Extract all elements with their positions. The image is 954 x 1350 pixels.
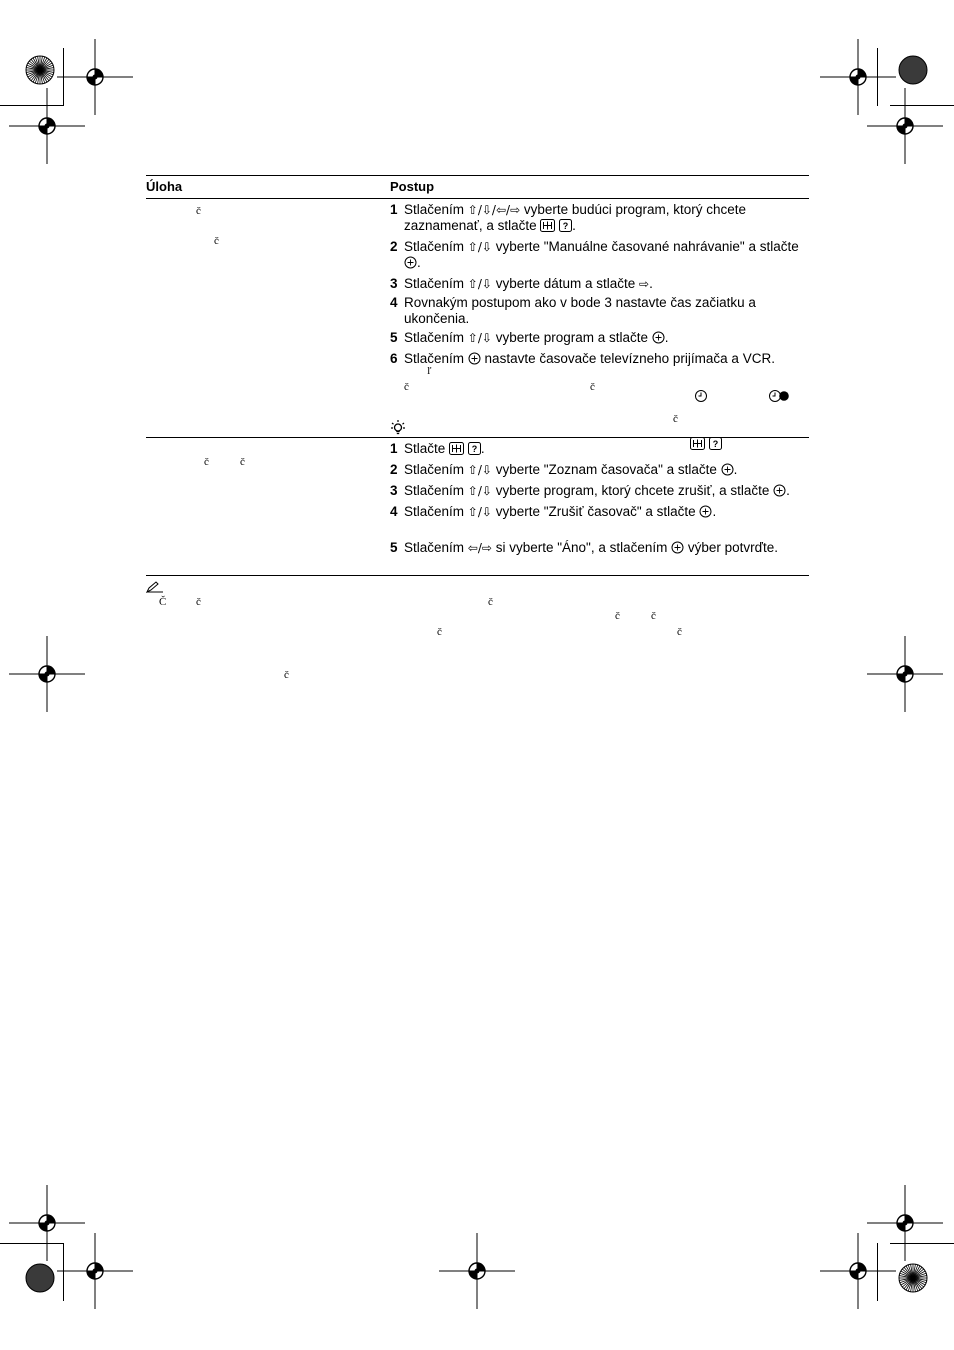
step-text: Stlačením (404, 504, 468, 519)
arrow-keys-icon: ⇧/⇩ (467, 240, 492, 254)
stray-glyph: č (437, 626, 442, 638)
timer-record-icon (768, 389, 790, 408)
crop-line (0, 105, 64, 106)
step-end: . (712, 504, 717, 519)
crop-line (890, 1243, 954, 1244)
stray-glyph: č (240, 456, 245, 468)
step-body (404, 540, 778, 555)
stray-glyph: č (488, 596, 493, 608)
step-text: Stlačením (404, 483, 468, 498)
crosshair-target-icon (55, 1231, 135, 1316)
crop-line (0, 1243, 64, 1244)
help-button-icon (559, 219, 572, 236)
step-number: 5 (390, 540, 398, 555)
stray-glyph: č (214, 235, 219, 247)
step-text: vyberte budúci program, ktorý chcete zaznamenať, a stlačte (404, 202, 747, 233)
starburst-target-icon (898, 1263, 928, 1298)
arrow-keys-icon: ⇧/⇩ (467, 331, 492, 345)
step-text: Stlačením (404, 276, 468, 291)
ok-button-icon (721, 463, 734, 480)
step-text: vyberte program, ktorý chcete zrušiť, a stlačte (495, 483, 770, 498)
arrow-keys-icon: ⇧/⇩ (467, 463, 492, 477)
step-text: výber potvrďte. (687, 540, 778, 555)
step-body (404, 441, 485, 456)
stray-glyph: č (404, 381, 409, 393)
crosshair-target-icon (7, 634, 87, 719)
arrow-keys-icon: ⇧/⇩ (467, 277, 492, 291)
step-number: 4 (390, 504, 398, 519)
section-manual-timer (146, 199, 809, 449)
step-number: 5 (390, 330, 398, 345)
step-number: 3 (390, 276, 398, 291)
step-text: vyberte dátum a stlačte (495, 276, 636, 291)
crop-line (890, 105, 954, 106)
step-body (404, 276, 653, 291)
starburst-target-icon (25, 55, 55, 90)
svg-text:?: ? (562, 221, 569, 231)
ok-button-icon (652, 331, 665, 348)
step-text: vyberte "Zoznam časovača" a stlačte (495, 462, 717, 477)
header-procedure: Postup (390, 179, 435, 194)
step-item (390, 441, 809, 459)
step-text: vyberte "Manuálne časované nahrávanie" a stlačte (495, 239, 799, 254)
step-end: . (572, 218, 576, 233)
arrow-keys-icon: ⇦/⇨ (467, 541, 492, 555)
arrow-keys-icon: ⇧/⇩/⇦/⇨ (467, 203, 521, 217)
step-body (404, 202, 746, 233)
crosshair-target-icon (437, 1231, 517, 1316)
step-item (390, 202, 809, 236)
steps-list (390, 438, 809, 558)
step-end: . (664, 330, 669, 345)
stray-glyph: č (284, 669, 289, 681)
step-text: Stlačte (404, 441, 446, 456)
steps-list (390, 199, 809, 369)
step-item (390, 540, 809, 558)
step-end: . (480, 441, 485, 456)
ok-button-icon (468, 352, 481, 369)
step-body (404, 504, 716, 519)
step-number: 1 (390, 202, 398, 217)
crop-line (63, 1243, 64, 1301)
step-item (390, 483, 809, 501)
step-number: 6 (390, 351, 398, 366)
step-text: Stlačením (404, 540, 468, 555)
step-item (390, 462, 809, 480)
step-item (390, 276, 809, 292)
table-header (146, 176, 809, 198)
task-table (146, 175, 809, 686)
stray-glyph: č (651, 610, 656, 622)
step-number: 2 (390, 462, 398, 477)
step-body (404, 330, 669, 345)
crop-line (877, 1243, 878, 1301)
stray-glyph: č (196, 596, 201, 608)
step-text: vyberte "Zrušiť časovač" a stlačte (495, 504, 696, 519)
step-end: . (786, 483, 790, 498)
step-item (390, 504, 809, 522)
step-item (390, 330, 809, 348)
help-button-icon (468, 442, 481, 459)
ok-button-icon (699, 505, 712, 522)
step-number: 3 (390, 483, 398, 498)
hint-bulb-icon (390, 419, 406, 440)
svg-text:?: ? (713, 439, 719, 449)
step-text: Stlačením (404, 351, 468, 366)
step-end: . (733, 462, 738, 477)
step-text: nastavte časovače televízneho prijímača a VCR. (484, 351, 775, 366)
notes-block (146, 576, 809, 686)
crosshair-target-icon (7, 86, 87, 171)
stray-glyph: č (673, 413, 678, 425)
step-body (404, 295, 756, 326)
stray-glyph: ľ (427, 365, 432, 377)
stray-glyph: č (196, 205, 201, 217)
step-item (390, 239, 809, 273)
arrow-keys-icon: ⇨ (639, 277, 650, 291)
arrow-keys-icon: ⇧/⇩ (467, 505, 492, 519)
step-body (404, 483, 790, 498)
arrow-keys-icon: ⇧/⇩ (467, 484, 492, 498)
starburst-target-icon (898, 55, 928, 90)
ok-button-icon (404, 256, 417, 273)
stray-glyph: č (590, 381, 595, 393)
step-text: vyberte program a stlačte (495, 330, 649, 345)
stray-glyph: č (204, 456, 209, 468)
stray-glyph: č (615, 610, 620, 622)
step-number: 1 (390, 441, 398, 456)
section-cancel-timer (146, 438, 809, 575)
step-text: si vyberte "Áno", a stlačením (495, 540, 668, 555)
step-text: Stlačením (404, 330, 468, 345)
stray-glyph: Č (159, 596, 167, 608)
step-number: 2 (390, 239, 398, 254)
starburst-target-icon (25, 1263, 55, 1298)
ok-button-icon (773, 484, 786, 501)
crop-line (877, 48, 878, 106)
step-item (390, 351, 809, 369)
svg-text:?: ? (471, 444, 478, 454)
step-end: . (649, 276, 653, 291)
guide-button-icon (540, 219, 555, 236)
step-body (404, 239, 799, 270)
guide-button-icon (449, 442, 464, 459)
step-text: Stlačením (404, 239, 468, 254)
crosshair-target-icon (865, 634, 945, 719)
crop-line (63, 48, 64, 106)
timer-icon (694, 389, 708, 408)
step-number: 4 (390, 295, 398, 310)
step-text: Rovnakým postupom ako v bode 3 nastavte čas začiatku a ukončenia. (404, 295, 756, 326)
step-item (390, 295, 809, 327)
ok-button-icon (671, 541, 684, 558)
step-body (404, 351, 775, 366)
step-text: Stlačením (404, 202, 468, 217)
step-end: . (417, 255, 421, 270)
header-task: Úloha (146, 179, 183, 194)
stray-glyph: č (677, 626, 682, 638)
step-body (404, 462, 737, 477)
step-text: Stlačením (404, 462, 468, 477)
